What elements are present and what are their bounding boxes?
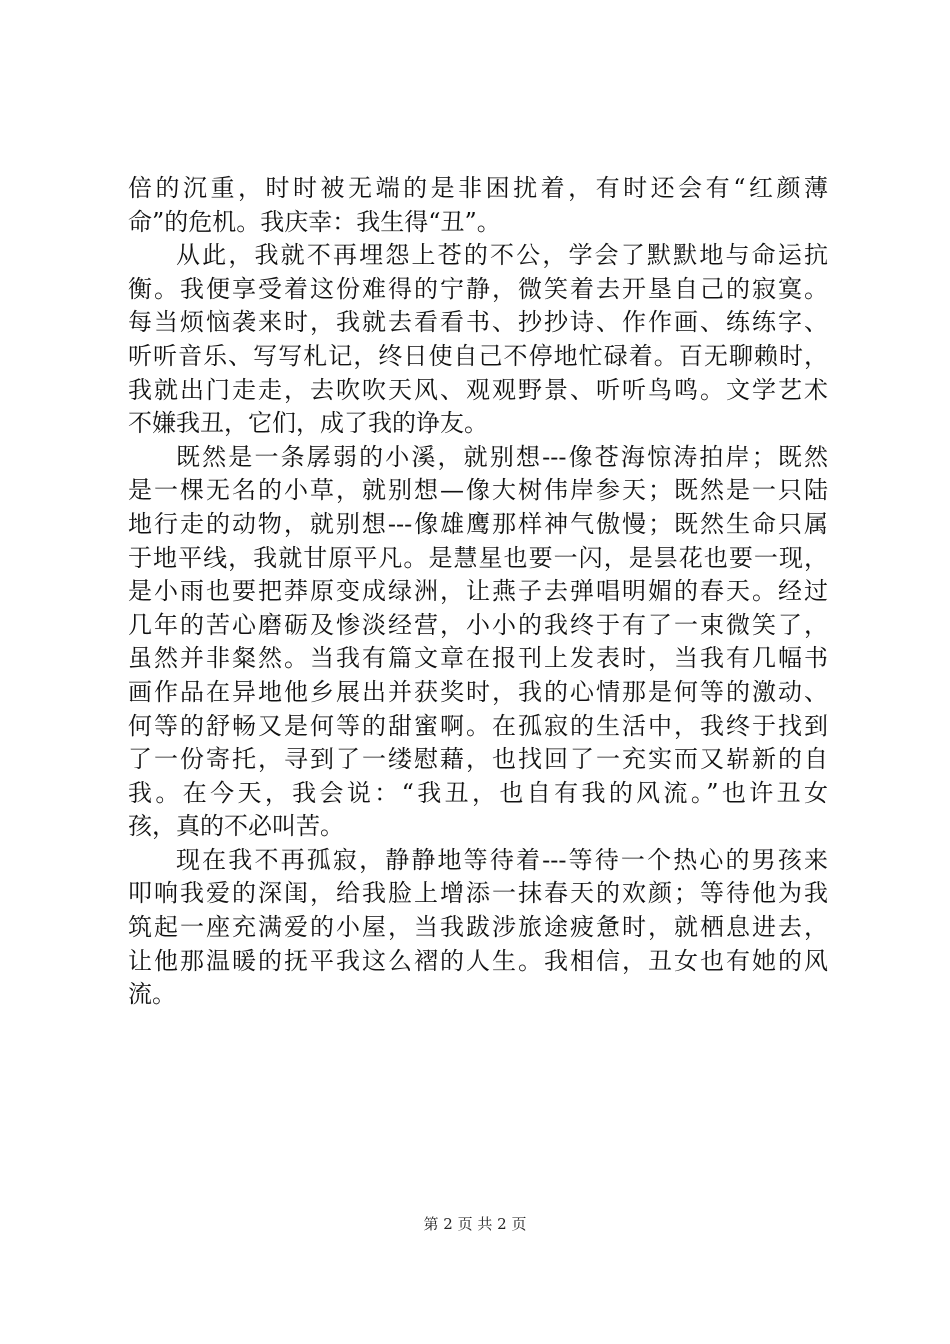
- text-line: 虽然并非粲然。当我有篇文章在报刊上发表时，当我有几幅书: [128, 644, 828, 673]
- text-line: 是一棵无名的小草，就别想—像大树伟岸参天；既然是一只陆: [128, 476, 828, 505]
- text-line: 地行走的动物，就别想---像雄鹰那样神气傲慢；既然生命只属: [128, 509, 828, 538]
- paragraph-first-line: 现在我不再孤寂，静静地等待着---等待一个热心的男孩来: [176, 845, 828, 874]
- text-line: 我。在今天，我会说：“我丑，也自有我的风流。”也许丑女: [128, 778, 828, 807]
- body-text: [128, 172, 828, 1012]
- text-line: 叩响我爱的深闺，给我脸上增添一抹春天的欢颜；等待他为我: [128, 879, 828, 908]
- text-line: 流。: [128, 980, 176, 1009]
- text-line: 衡。我便享受着这份难得的宁静，微笑着去开垦自己的寂寞。: [128, 274, 828, 303]
- text-line: 筑起一座充满爱的小屋，当我跋涉旅途疲惫时，就栖息进去，: [128, 913, 828, 942]
- paragraph-first-line: 从此，我就不再埋怨上苍的不公，学会了默默地与命运抗: [176, 241, 828, 270]
- text-line: 孩，真的不必叫苦。: [128, 812, 344, 841]
- page-number-footer: 第 2 页 共 2 页: [423, 1215, 527, 1233]
- text-line: 倍的沉重，时时被无端的是非困扰着，有时还会有“红颜薄: [128, 174, 828, 202]
- paragraph-first-line: 既然是一条孱弱的小溪，就别想---像苍海惊涛拍岸；既然: [176, 442, 828, 471]
- text-line: 画作品在异地他乡展出并获奖时，我的心情那是何等的激动、: [128, 677, 828, 706]
- text-line: 于地平线，我就甘原平凡。是慧星也要一闪，是昙花也要一现，: [128, 543, 828, 572]
- text-line: 几年的苦心磨砺及惨淡经营，小小的我终于有了一束微笑了，: [128, 610, 828, 639]
- text-line: 每当烦恼袭来时，我就去看看书、抄抄诗、作作画、练练字、: [128, 308, 828, 337]
- text-line: 听听音乐、写写札记，终日使自己不停地忙碌着。百无聊赖时，: [128, 341, 828, 370]
- text-line: 不嫌我丑，它们，成了我的诤友。: [128, 409, 488, 438]
- text-line: 是小雨也要把莽原变成绿洲，让燕子去弹唱明媚的春天。经过: [128, 577, 828, 606]
- text-line: 我就出门走走，去吹吹天风、观观野景、听听鸟鸣。文学艺术: [128, 375, 828, 404]
- text-line: 了一份寄托，寻到了一缕慰藉，也找回了一充实而又崭新的自: [128, 745, 828, 774]
- text-line: 让他那温暖的抚平我这么褶的人生。我相信，丑女也有她的风: [128, 946, 828, 975]
- text-line: 何等的舒畅又是何等的甜蜜啊。在孤寂的生活中，我终于找到: [128, 711, 828, 740]
- text-line: 命”的危机。我庆幸：我生得“丑”。: [128, 207, 501, 236]
